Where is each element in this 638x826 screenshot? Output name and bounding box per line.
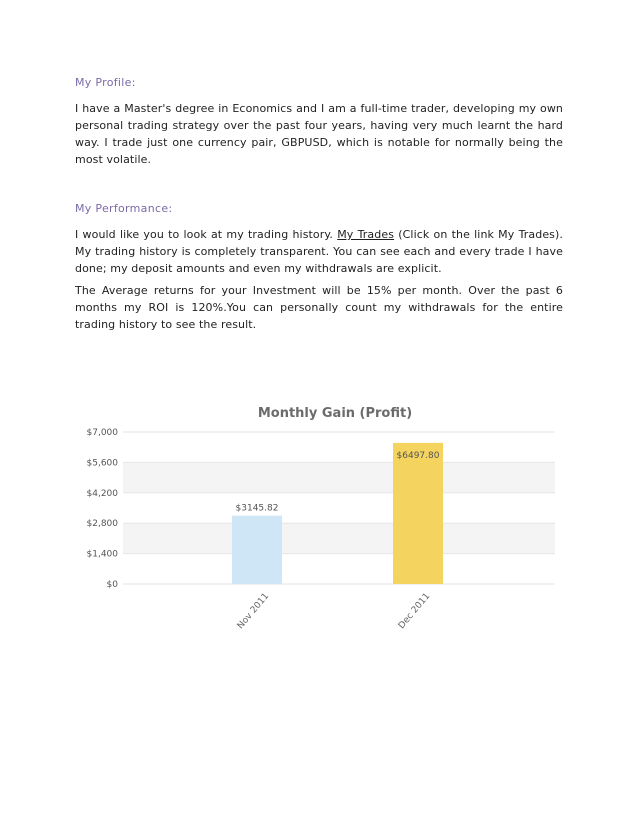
performance-heading: My Performance: [75, 202, 173, 215]
y-tick-label: $1,400 [86, 549, 118, 560]
bar [232, 516, 282, 584]
monthly-gain-chart [75, 395, 565, 640]
my-trades-link[interactable]: My Trades [337, 228, 395, 241]
profile-heading: My Profile: [75, 76, 136, 89]
bar [393, 443, 443, 584]
data-label: $6497.80 [396, 450, 440, 461]
x-tick-label: Dec 2011 [396, 591, 433, 632]
y-tick-label: $2,800 [86, 519, 118, 530]
grid-band [123, 523, 555, 553]
chart-title: Monthly Gain (Profit) [257, 406, 413, 421]
grid-band [123, 462, 555, 492]
x-tick-label: Nov 2011 [235, 591, 272, 632]
performance-text-before-link: I would like you to look at my trading history. [75, 228, 338, 241]
data-label: $3145.82 [235, 503, 279, 514]
performance-text-after-link: (Click on the link My Trades). My trading history is completely transparent. You can see each and every trade I have done; my deposit amounts and even my withdrawals are explicit. [75, 228, 564, 275]
y-tick-label: $5,600 [86, 458, 118, 469]
profile-paragraph: I have a Master's degree in Economics and I am a full-time trader, developing my own personal trading strategy over the past four years, having very much learnt the hard way. I trade just one currency pair, GBPUSD, which is notable for normally being the most volatile. [75, 102, 563, 166]
y-tick-label: $7,000 [86, 428, 118, 438]
y-tick-label: $0 [106, 580, 118, 590]
y-tick-label: $4,200 [86, 488, 118, 499]
performance-paragraph-2: The Average returns for your Investment will be 15% per month. Over the past 6 months my ROI is 120%.You can personally count my withdrawals for the entire trading history to see the result. [75, 284, 563, 331]
performance-paragraph-1 [75, 226, 563, 277]
